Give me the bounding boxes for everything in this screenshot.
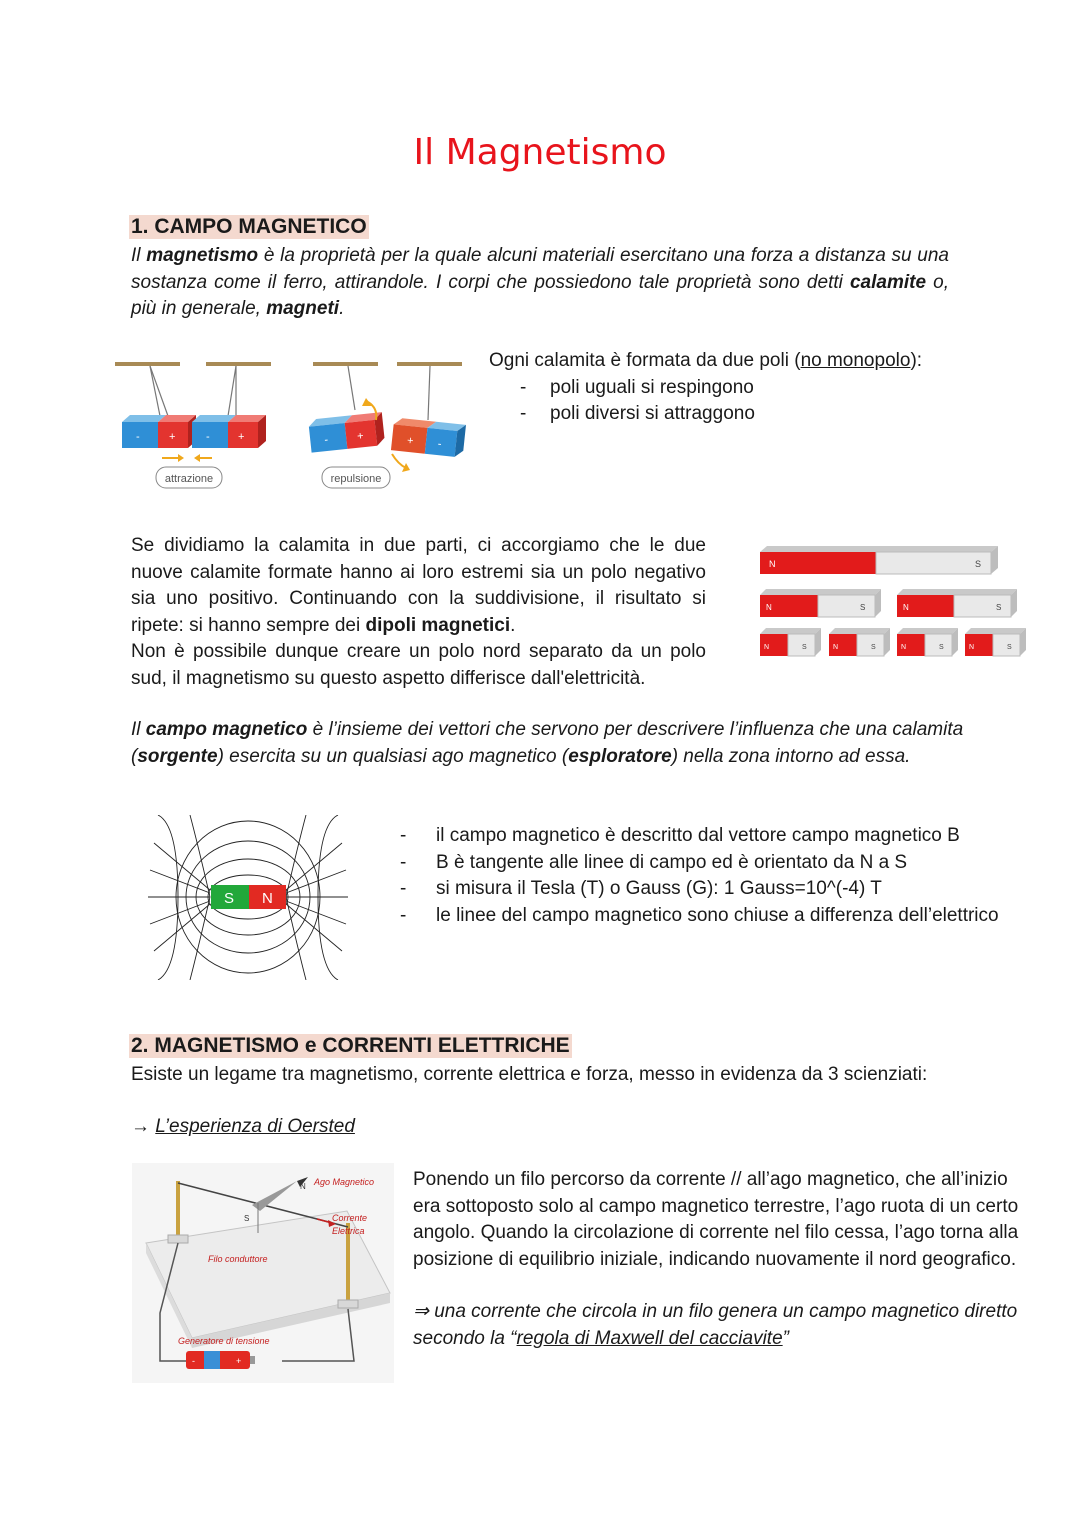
section2-intro: Esiste un legame tra magnetismo, corrente elettrica e forza, messo in evidenza da 3 scienziati: [131, 1064, 928, 1085]
maxwell-rule-link: regola di Maxwell del cacciavite [516, 1327, 783, 1349]
svg-text:S: S [975, 559, 982, 569]
svg-text:+: + [406, 434, 415, 448]
svg-text:N: N [769, 559, 776, 569]
field-point: il campo magnetico è descritto dal vettore campo magnetico B [436, 825, 960, 846]
section-heading-1: 1. CAMPO MAGNETICO [131, 215, 367, 238]
svg-text:+: + [236, 1356, 242, 1366]
svg-text:N: N [300, 1182, 306, 1191]
magnet-poles-figure [110, 350, 470, 495]
poles-description: Ogni calamita è formata da due poli (no monopolo): - poli uguali si respingono - poli diversi si attraggono [489, 348, 989, 428]
svg-text:N: N [901, 644, 907, 651]
division-paragraph: Se dividiamo la calamita in due parti, ci accorgiamo che le due nuove calamite formate hanno ai loro estremi sia un polo negativo sia uno positivo. Continuando con la suddivisione, il risultato si ripete: si hanno sempre dei dipoli magnetici. [131, 535, 706, 636]
svg-text:S: S [802, 644, 807, 651]
svg-text:N: N [969, 644, 975, 651]
svg-text:-: - [437, 438, 443, 451]
generator-label: Generatore di tensione [178, 1336, 270, 1346]
page-title: Il Magnetismo [413, 132, 667, 173]
svg-text:S: S [860, 603, 866, 612]
svg-text:N: N [764, 644, 770, 651]
oersted-description: Ponendo un filo percorso da corrente // all’ago magnetico, che all’inizio era sottoposto solo al campo magnetico terrestre, l’ago ruota di un certo angolo. Quando la circolazione di corrente nel filo cessa, l’ago torna alla posizione di equilibrio iniziale, indicando nuovamente il nord geografico. [413, 1169, 1019, 1270]
field-points-list: - il campo magnetico è descritto dal vettore campo magnetico B - B è tangente alle linee di campo ed è orientato da N a S - si misura il Tesla (T) o Gauss (G): 1 Gauss=10^(-4) T - le linee del campo magnetico sono chiuse a differenza dell’elettrico [400, 823, 1060, 929]
oersted-conclusion: ⇒ una corrente che circola in un filo genera un campo magnetico diretto secondo la “regola di Maxwell del cacciavite” [413, 1301, 1018, 1349]
svg-text:+: + [238, 431, 245, 443]
svg-text:-: - [192, 1356, 195, 1366]
svg-text:S: S [871, 644, 876, 651]
field-point: B è tangente alle linee di campo ed è orientato da N a S [436, 851, 908, 873]
svg-text:S: S [1007, 644, 1012, 651]
poles-item: poli diversi si attraggono [550, 403, 755, 424]
svg-text:S: S [244, 1214, 250, 1223]
field-lines-figure [148, 815, 348, 980]
divided-magnets-figure [755, 545, 1035, 660]
south-pole-label: S [224, 890, 235, 907]
svg-text:-: - [206, 431, 210, 443]
section-heading-2: 2. MAGNETISMO e CORRENTI ELETTRICHE [131, 1034, 570, 1057]
north-pole-label: N [262, 890, 273, 907]
svg-text:N: N [833, 644, 839, 651]
current-label: Corrente [332, 1213, 368, 1223]
svg-text:-: - [136, 431, 140, 443]
svg-text:-: - [323, 433, 329, 447]
svg-text:S: S [996, 603, 1002, 612]
field-definition: Il campo magnetico è l’insieme dei vettori che servono per descrivere l’influenza che una calamita (sorgente) esercita su un qualsiasi ago magnetico (esploratore) nella zona intorno ad essa. [131, 719, 964, 767]
oersted-title: → L’esperienza di Oersted [131, 1116, 355, 1137]
needle-label: Ago Magnetico [314, 1177, 375, 1187]
poles-item: poli uguali si respingono [550, 376, 754, 398]
current-label-2: Elettrica [332, 1226, 365, 1236]
oersted-figure [132, 1163, 394, 1383]
field-point: le linee del campo magnetico sono chiuse a differenza dell’elettrico [436, 904, 999, 926]
svg-text:N: N [766, 603, 772, 612]
svg-text:S: S [939, 644, 944, 651]
field-point: si misura il Tesla (T) o Gauss (G): 1 Gauss=10^(-4) T [436, 878, 882, 899]
attraction-label: attrazione [164, 473, 214, 485]
svg-text:N: N [903, 603, 909, 612]
repulsion-label: repulsione [330, 473, 382, 485]
svg-text:+: + [356, 430, 365, 443]
svg-text:+: + [169, 431, 176, 443]
division-paragraph-2: Non è possibile dunque creare un polo nord separato da un polo sud, il magnetismo su questo aspetto differisce dall'elettricità. [131, 641, 706, 689]
intro-paragraph: Il magnetismo è la proprietà per la quale alcuni materiali esercitano una forza a distanza su una sostanza come il ferro, attirandole. I corpi che possiedono tale proprietà sono detti calamite o, più in generale, magneti. [131, 245, 950, 319]
wire-label: Filo conduttore [208, 1254, 268, 1264]
